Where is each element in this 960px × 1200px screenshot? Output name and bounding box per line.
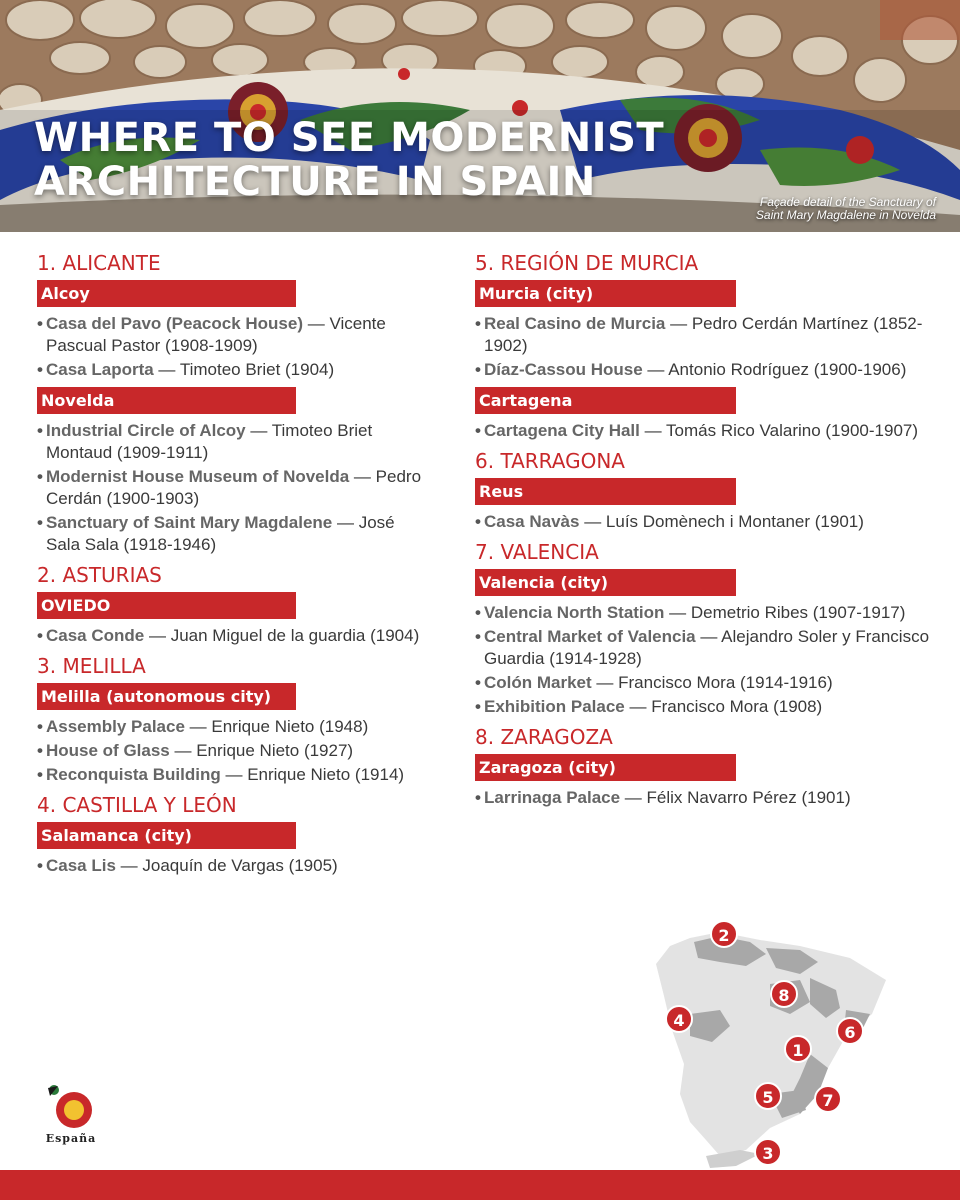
city-bar: Zaragoza (city) xyxy=(475,754,736,781)
entry-detail: Antonio Rodríguez (1900-1906) xyxy=(668,360,907,379)
list-item: • Casa Laporta — Timoteo Briet (1904) xyxy=(37,360,335,379)
entry-name: Casa Conde xyxy=(46,626,145,645)
entry-detail: Enrique Nieto (1948) xyxy=(211,717,369,736)
entry-name: Colón Market xyxy=(484,673,592,692)
list-item: • Reconquista Building — Enrique Nieto (1914) xyxy=(37,765,405,784)
entry-detail: Tomás Rico Valarino (1900-1907) xyxy=(666,421,919,440)
entry-list xyxy=(475,420,935,442)
entry-detail: Luís Domènech i Montaner (1901) xyxy=(605,512,864,531)
entry-name: Díaz-Cassou House xyxy=(484,360,643,379)
entry-name: Exhibition Palace xyxy=(484,697,625,716)
photo-caption xyxy=(676,196,936,222)
entry-name: Casa Lis xyxy=(46,856,116,875)
city-bar: Murcia (city) xyxy=(475,280,736,307)
entry-detail: Enrique Nieto (1927) xyxy=(196,741,354,760)
entry-list xyxy=(37,313,427,381)
city-bar: Melilla (autonomous city) xyxy=(37,683,296,710)
entry-list xyxy=(475,602,935,718)
region-heading: 1. ALICANTE xyxy=(37,251,161,275)
entry-list xyxy=(37,625,427,647)
city-bar: OVIEDO xyxy=(37,592,296,619)
entry-name: Assembly Palace xyxy=(46,717,185,736)
map-marker-8: 8 xyxy=(770,980,798,1008)
list-item: • Valencia North Station — Demetrio Ribes (1907-1917) xyxy=(475,603,906,622)
list-item: • Real Casino de Murcia — Pedro Cerdán Martínez (1852-1902) xyxy=(475,314,923,355)
list-item: • Central Market of Valencia — Alejandro Soler y Francisco Guardia (1914-1928) xyxy=(475,627,930,668)
entry-detail: Timoteo Briet Montaud (1909-1911) xyxy=(46,421,373,462)
list-item: • Casa Lis — Joaquín de Vargas (1905) xyxy=(37,856,338,875)
region-heading: 4. CASTILLA Y LEÓN xyxy=(37,793,237,817)
list-item: • Larrinaga Palace — Félix Navarro Pérez (1901) xyxy=(475,788,851,807)
list-item: • Casa del Pavo (Peacock House) — Vicente Pascual Pastor (1908-1909) xyxy=(37,314,386,355)
page-title xyxy=(34,116,674,204)
hero-banner xyxy=(0,0,960,232)
entry-name: Casa Laporta xyxy=(46,360,154,379)
entry-detail: Vicente Pascual Pastor (1908-1909) xyxy=(46,314,386,355)
spain-map xyxy=(650,918,890,1178)
map-marker-1: 1 xyxy=(784,1035,812,1063)
entry-name: Valencia North Station xyxy=(484,603,665,622)
caption-line-2: Saint Mary Magdalene in Novelda xyxy=(755,208,936,222)
title-line-1: WHERE TO SEE MODERNIST xyxy=(34,115,665,161)
city-bar: Alcoy xyxy=(37,280,296,307)
footer-band xyxy=(0,1170,960,1200)
entry-name: House of Glass xyxy=(46,741,170,760)
city-bar: Salamanca (city) xyxy=(37,822,296,849)
region-heading: 6. TARRAGONA xyxy=(475,449,625,473)
list-item: • Assembly Palace — Enrique Nieto (1948) xyxy=(37,717,369,736)
list-item: • Modernist House Museum of Novelda — Pedro Cerdán (1900-1903) xyxy=(37,467,422,508)
region-heading: 3. MELILLA xyxy=(37,654,146,678)
entry-name: Industrial Circle of Alcoy xyxy=(46,421,246,440)
list-item: • Exhibition Palace — Francisco Mora (1908) xyxy=(475,697,823,716)
region-heading: 5. REGIÓN DE MURCIA xyxy=(475,251,699,275)
list-item: • Industrial Circle of Alcoy — Timoteo Briet Montaud (1909-1911) xyxy=(37,421,373,462)
entry-name: Modernist House Museum of Novelda xyxy=(46,467,350,486)
entry-detail: Félix Navarro Pérez (1901) xyxy=(646,788,851,807)
map-marker-7: 7 xyxy=(814,1085,842,1113)
entry-name: Sanctuary of Saint Mary Magdalene xyxy=(46,513,333,532)
map-marker-3: 3 xyxy=(754,1138,782,1166)
entry-detail: Francisco Mora (1908) xyxy=(651,697,823,716)
entry-list xyxy=(475,787,935,809)
city-bar: Reus xyxy=(475,478,736,505)
list-item: • Colón Market — Francisco Mora (1914-1916) xyxy=(475,673,833,692)
list-item: • House of Glass — Enrique Nieto (1927) xyxy=(37,741,354,760)
entry-list xyxy=(37,855,427,877)
right-column xyxy=(475,250,935,815)
map-marker-5: 5 xyxy=(754,1082,782,1110)
city-bar: Novelda xyxy=(37,387,296,414)
list-item: • Casa Conde — Juan Miguel de la guardia (1904) xyxy=(37,626,420,645)
map-marker-6: 6 xyxy=(836,1017,864,1045)
entry-name: Larrinaga Palace xyxy=(484,788,621,807)
entry-list xyxy=(475,511,935,533)
region-heading: 2. ASTURIAS xyxy=(37,563,162,587)
left-column xyxy=(37,250,427,883)
entry-name: Reconquista Building xyxy=(46,765,221,784)
caption-line-1: Façade detail of the Sanctuary of xyxy=(759,195,936,209)
list-item: • Casa Navàs — Luís Domènech i Montaner (1901) xyxy=(475,512,864,531)
entry-name: Cartagena City Hall xyxy=(484,421,640,440)
entry-list xyxy=(37,716,427,786)
title-line-2: ARCHITECTURE IN SPAIN xyxy=(34,159,596,205)
entry-detail: Alejandro Soler y Francisco Guardia (1914-1928) xyxy=(484,627,930,668)
entry-detail: Demetrio Ribes (1907-1917) xyxy=(690,603,906,622)
entry-name: Casa del Pavo (Peacock House) xyxy=(46,314,304,333)
entry-list xyxy=(37,420,427,556)
entry-detail: Pedro Cerdán (1900-1903) xyxy=(46,467,422,508)
entry-detail: Enrique Nieto (1914) xyxy=(247,765,405,784)
entry-detail: Juan Miguel de la guardia (1904) xyxy=(170,626,420,645)
city-bar: Cartagena xyxy=(475,387,736,414)
spain-sun-logo-icon xyxy=(40,1084,102,1132)
entry-detail: Joaquín de Vargas (1905) xyxy=(142,856,338,875)
entry-detail: Francisco Mora (1914-1916) xyxy=(618,673,833,692)
entry-detail: José Sala Sala (1918-1946) xyxy=(46,513,395,554)
map-marker-4: 4 xyxy=(665,1005,693,1033)
map-marker-2: 2 xyxy=(710,920,738,948)
region-heading: 8. ZARAGOZA xyxy=(475,725,613,749)
entry-list xyxy=(475,313,935,381)
list-item: • Sanctuary of Saint Mary Magdalene — José Sala Sala (1918-1946) xyxy=(37,513,395,554)
entry-name: Real Casino de Murcia xyxy=(484,314,666,333)
list-item: • Díaz-Cassou House — Antonio Rodríguez (1900-1906) xyxy=(475,360,907,379)
entry-detail: Timoteo Briet (1904) xyxy=(179,360,335,379)
entry-name: Central Market of Valencia xyxy=(484,627,696,646)
region-heading: 7. VALENCIA xyxy=(475,540,599,564)
entry-detail: Pedro Cerdán Martínez (1852-1902) xyxy=(484,314,923,355)
entry-name: Casa Navàs xyxy=(484,512,580,531)
logo-text: España xyxy=(45,1132,97,1145)
list-item: • Cartagena City Hall — Tomás Rico Valarino (1900-1907) xyxy=(475,421,919,440)
city-bar: Valencia (city) xyxy=(475,569,736,596)
spain-logo xyxy=(40,1084,102,1150)
